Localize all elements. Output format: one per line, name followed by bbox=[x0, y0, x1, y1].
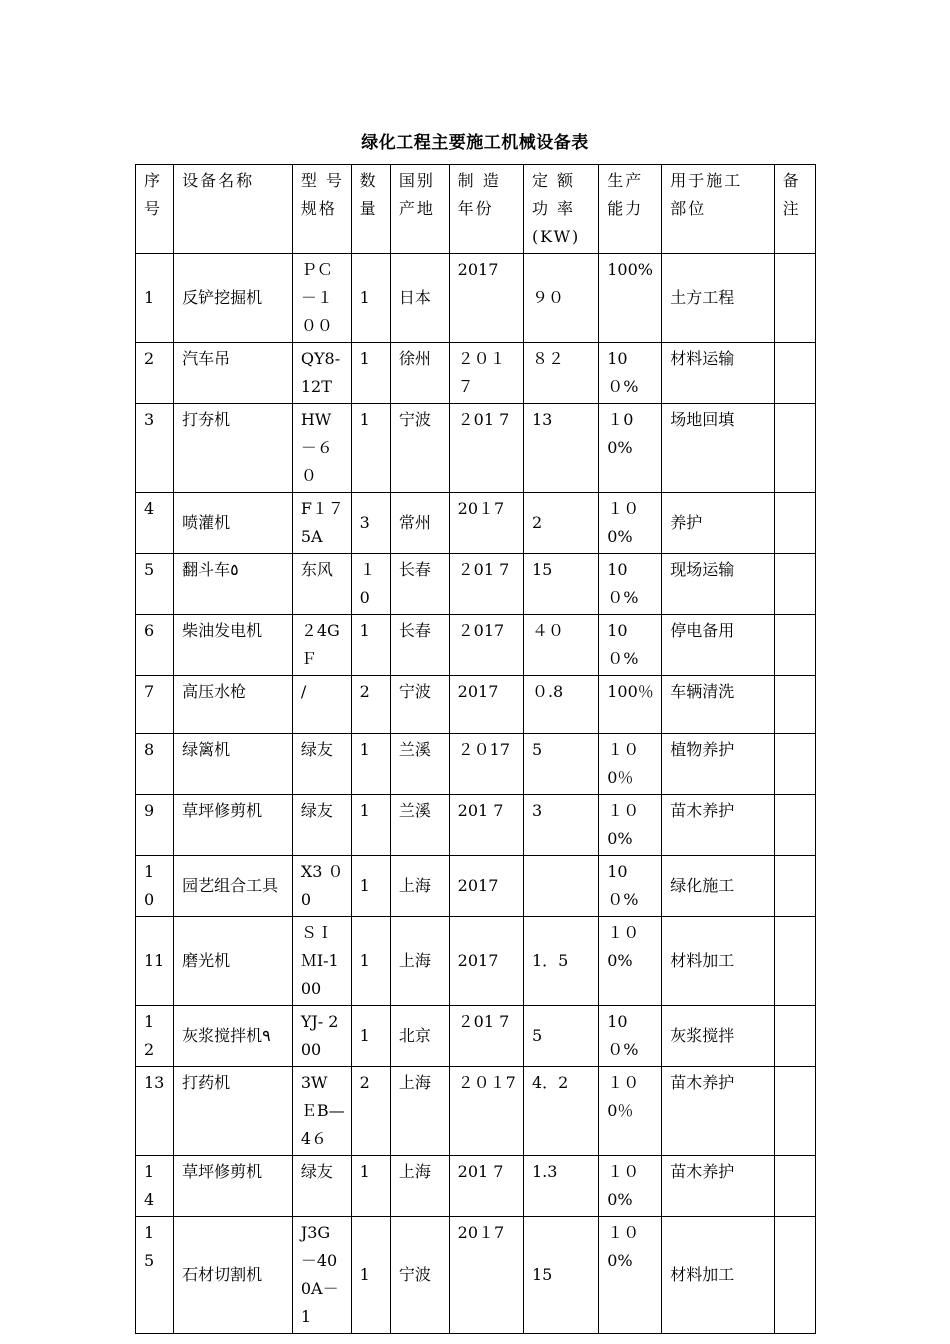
cell-usage: 现场运输 bbox=[662, 554, 774, 615]
cell-seq: 3 bbox=[136, 404, 174, 493]
cell-note bbox=[774, 734, 815, 795]
cell-power: 15 bbox=[523, 554, 598, 615]
cell-origin: 日本 bbox=[390, 254, 449, 343]
cell-model: QY8-12T bbox=[292, 343, 351, 404]
cell-qty: １0 bbox=[351, 554, 390, 615]
cell-power: 1．5 bbox=[523, 917, 598, 1006]
cell-note bbox=[774, 493, 815, 554]
cell-usage: 材料加工 bbox=[662, 917, 774, 1006]
cell-name: 园艺组合工具 bbox=[174, 856, 293, 917]
cell-qty: 1 bbox=[351, 343, 390, 404]
cell-seq: 4 bbox=[136, 493, 174, 554]
cell-power: 3 bbox=[523, 795, 598, 856]
cell-note bbox=[774, 615, 815, 676]
header-origin: 国别 产地 bbox=[390, 165, 449, 254]
cell-name: 石材切割机 bbox=[174, 1217, 293, 1334]
cell-seq: 9 bbox=[136, 795, 174, 856]
cell-year: 2017 bbox=[449, 676, 523, 734]
cell-qty: 1 bbox=[351, 795, 390, 856]
header-power: 定 额 功 率 (KW) bbox=[523, 165, 598, 254]
cell-origin: 宁波 bbox=[390, 1217, 449, 1334]
cell-power: ９０ bbox=[523, 254, 598, 343]
cell-model: ２4GＦ bbox=[292, 615, 351, 676]
table-row bbox=[136, 343, 816, 404]
cell-qty: 1 bbox=[351, 615, 390, 676]
cell-capacity: 100％ bbox=[599, 676, 662, 734]
cell-note bbox=[774, 1156, 815, 1217]
cell-power: 2 bbox=[523, 493, 598, 554]
cell-qty: 1 bbox=[351, 1217, 390, 1334]
cell-model: ＰＣ－１００ bbox=[292, 254, 351, 343]
cell-capacity: 10０% bbox=[599, 615, 662, 676]
cell-power: 5 bbox=[523, 734, 598, 795]
cell-year: ２０１７ bbox=[449, 343, 523, 404]
cell-seq: 1 2 bbox=[136, 1006, 174, 1067]
cell-year: ２01 7 bbox=[449, 404, 523, 493]
cell-capacity: 10０% bbox=[599, 554, 662, 615]
header-capacity: 生产 能力 bbox=[599, 165, 662, 254]
cell-capacity: １０0% bbox=[599, 917, 662, 1006]
table-row bbox=[136, 1217, 816, 1334]
cell-name: 草坪修剪机 bbox=[174, 1156, 293, 1217]
cell-name: 翻斗车٥ bbox=[174, 554, 293, 615]
table-row bbox=[136, 917, 816, 1006]
cell-model: ＳＩＭI-100 bbox=[292, 917, 351, 1006]
table-row bbox=[136, 554, 816, 615]
cell-seq: 5 bbox=[136, 554, 174, 615]
cell-usage: 绿化施工 bbox=[662, 856, 774, 917]
cell-origin: 上海 bbox=[390, 1156, 449, 1217]
cell-model: 绿友 bbox=[292, 795, 351, 856]
cell-origin: 北京 bbox=[390, 1006, 449, 1067]
cell-usage: 苗木养护 bbox=[662, 1067, 774, 1156]
cell-origin: 上海 bbox=[390, 1067, 449, 1156]
cell-capacity: 10０% bbox=[599, 856, 662, 917]
cell-model: X3 ０0 bbox=[292, 856, 351, 917]
cell-note bbox=[774, 1006, 815, 1067]
cell-model: / bbox=[292, 676, 351, 734]
cell-name: 反铲挖掘机 bbox=[174, 254, 293, 343]
cell-usage: 停电备用 bbox=[662, 615, 774, 676]
cell-model: 绿友 bbox=[292, 734, 351, 795]
cell-usage: 材料加工 bbox=[662, 1217, 774, 1334]
cell-origin: 徐州 bbox=[390, 343, 449, 404]
cell-model: J3G －400A－1 bbox=[292, 1217, 351, 1334]
table-row bbox=[136, 1067, 816, 1156]
cell-capacity: １０0% bbox=[599, 1217, 662, 1334]
cell-seq: 1 0 bbox=[136, 856, 174, 917]
cell-note bbox=[774, 404, 815, 493]
cell-capacity: 10０% bbox=[599, 1006, 662, 1067]
cell-power: 4．2 bbox=[523, 1067, 598, 1156]
cell-qty: 1 bbox=[351, 254, 390, 343]
cell-year: 201 7 bbox=[449, 1156, 523, 1217]
table-header-row bbox=[136, 165, 816, 254]
cell-year: 20１7 bbox=[449, 493, 523, 554]
cell-power bbox=[523, 856, 598, 917]
cell-year: 2017 bbox=[449, 856, 523, 917]
cell-seq: 6 bbox=[136, 615, 174, 676]
table-row bbox=[136, 856, 816, 917]
cell-year: ２０１7 bbox=[449, 1067, 523, 1156]
cell-note bbox=[774, 343, 815, 404]
cell-qty: 2 bbox=[351, 1067, 390, 1156]
cell-seq: 1 5 bbox=[136, 1217, 174, 1334]
cell-year: 201 7 bbox=[449, 795, 523, 856]
cell-seq: 11 bbox=[136, 917, 174, 1006]
cell-qty: 1 bbox=[351, 734, 390, 795]
cell-power: ０.8 bbox=[523, 676, 598, 734]
cell-note bbox=[774, 554, 815, 615]
cell-qty: 3 bbox=[351, 493, 390, 554]
cell-capacity: 10０% bbox=[599, 343, 662, 404]
cell-note bbox=[774, 676, 815, 734]
cell-year: 2017 bbox=[449, 917, 523, 1006]
cell-name: 打药机 bbox=[174, 1067, 293, 1156]
cell-usage: 灰浆搅拌 bbox=[662, 1006, 774, 1067]
table-row bbox=[136, 404, 816, 493]
cell-qty: 1 bbox=[351, 917, 390, 1006]
table-row bbox=[136, 676, 816, 734]
cell-name: 草坪修剪机 bbox=[174, 795, 293, 856]
cell-usage: 植物养护 bbox=[662, 734, 774, 795]
cell-power: ８２ bbox=[523, 343, 598, 404]
cell-name: 柴油发电机 bbox=[174, 615, 293, 676]
header-note: 备 注 bbox=[774, 165, 815, 254]
cell-power: 13 bbox=[523, 404, 598, 493]
cell-usage: 场地回填 bbox=[662, 404, 774, 493]
cell-usage: 材料运输 bbox=[662, 343, 774, 404]
cell-model: 绿友 bbox=[292, 1156, 351, 1217]
header-usage: 用于施工 部位 bbox=[662, 165, 774, 254]
cell-power: 15 bbox=[523, 1217, 598, 1334]
cell-note bbox=[774, 254, 815, 343]
cell-name: 绿篱机 bbox=[174, 734, 293, 795]
cell-capacity: １０0％ bbox=[599, 1067, 662, 1156]
cell-qty: 1 bbox=[351, 856, 390, 917]
cell-qty: 2 bbox=[351, 676, 390, 734]
cell-qty: 1 bbox=[351, 1006, 390, 1067]
header-name: 设备名称 bbox=[174, 165, 293, 254]
cell-model: YJ- 200 bbox=[292, 1006, 351, 1067]
cell-note bbox=[774, 1067, 815, 1156]
cell-origin: 长春 bbox=[390, 554, 449, 615]
cell-origin: 上海 bbox=[390, 917, 449, 1006]
table-row bbox=[136, 1006, 816, 1067]
cell-year: 2017 bbox=[449, 254, 523, 343]
cell-year: ２017 bbox=[449, 615, 523, 676]
cell-seq: 1 bbox=[136, 254, 174, 343]
header-model: 型 号 规格 bbox=[292, 165, 351, 254]
cell-model: 东风 bbox=[292, 554, 351, 615]
cell-name: 打夯机 bbox=[174, 404, 293, 493]
cell-power: 1.3 bbox=[523, 1156, 598, 1217]
table-row bbox=[136, 734, 816, 795]
cell-year: ２01 7 bbox=[449, 1006, 523, 1067]
cell-capacity: １０0% bbox=[599, 795, 662, 856]
cell-usage: 土方工程 bbox=[662, 254, 774, 343]
cell-origin: 长春 bbox=[390, 615, 449, 676]
cell-model: HW －６０ bbox=[292, 404, 351, 493]
cell-note bbox=[774, 917, 815, 1006]
cell-qty: 1 bbox=[351, 404, 390, 493]
cell-usage: 养护 bbox=[662, 493, 774, 554]
cell-capacity: 100% bbox=[599, 254, 662, 343]
table-row bbox=[136, 795, 816, 856]
cell-origin: 兰溪 bbox=[390, 734, 449, 795]
cell-seq: 13 bbox=[136, 1067, 174, 1156]
header-year: 制 造 年份 bbox=[449, 165, 523, 254]
cell-power: ４０ bbox=[523, 615, 598, 676]
cell-model: 3W ＥB—4６ bbox=[292, 1067, 351, 1156]
table-row bbox=[136, 493, 816, 554]
table-row bbox=[136, 254, 816, 343]
cell-name: 喷灌机 bbox=[174, 493, 293, 554]
header-seq: 序号 bbox=[136, 165, 174, 254]
cell-name: 磨光机 bbox=[174, 917, 293, 1006]
cell-note bbox=[774, 856, 815, 917]
cell-origin: 宁波 bbox=[390, 404, 449, 493]
cell-year: ２01 7 bbox=[449, 554, 523, 615]
cell-year: 20１7 bbox=[449, 1217, 523, 1334]
table-row bbox=[136, 615, 816, 676]
cell-usage: 苗木养护 bbox=[662, 1156, 774, 1217]
cell-origin: 兰溪 bbox=[390, 795, 449, 856]
cell-note bbox=[774, 1217, 815, 1334]
cell-model: F１７5A bbox=[292, 493, 351, 554]
cell-note bbox=[774, 795, 815, 856]
cell-name: 灰浆搅拌机٩ bbox=[174, 1006, 293, 1067]
cell-qty: 1 bbox=[351, 1156, 390, 1217]
cell-name: 汽车吊 bbox=[174, 343, 293, 404]
cell-origin: 常州 bbox=[390, 493, 449, 554]
header-qty: 数量 bbox=[351, 165, 390, 254]
cell-usage: 车辆清洗 bbox=[662, 676, 774, 734]
cell-origin: 宁波 bbox=[390, 676, 449, 734]
cell-usage: 苗木养护 bbox=[662, 795, 774, 856]
cell-seq: 2 bbox=[136, 343, 174, 404]
table-row bbox=[136, 1156, 816, 1217]
cell-power: 5 bbox=[523, 1006, 598, 1067]
cell-origin: 上海 bbox=[390, 856, 449, 917]
cell-capacity: １０0％ bbox=[599, 734, 662, 795]
page-title: 绿化工程主要施工机械设备表 bbox=[361, 133, 589, 153]
cell-seq: 1 4 bbox=[136, 1156, 174, 1217]
cell-year: ２０17 bbox=[449, 734, 523, 795]
cell-name: 高压水枪 bbox=[174, 676, 293, 734]
cell-capacity: １０0% bbox=[599, 493, 662, 554]
cell-capacity: １00% bbox=[599, 404, 662, 493]
cell-seq: 8 bbox=[136, 734, 174, 795]
cell-seq: 7 bbox=[136, 676, 174, 734]
cell-capacity: １０0% bbox=[599, 1156, 662, 1217]
equipment-table bbox=[135, 164, 816, 1334]
